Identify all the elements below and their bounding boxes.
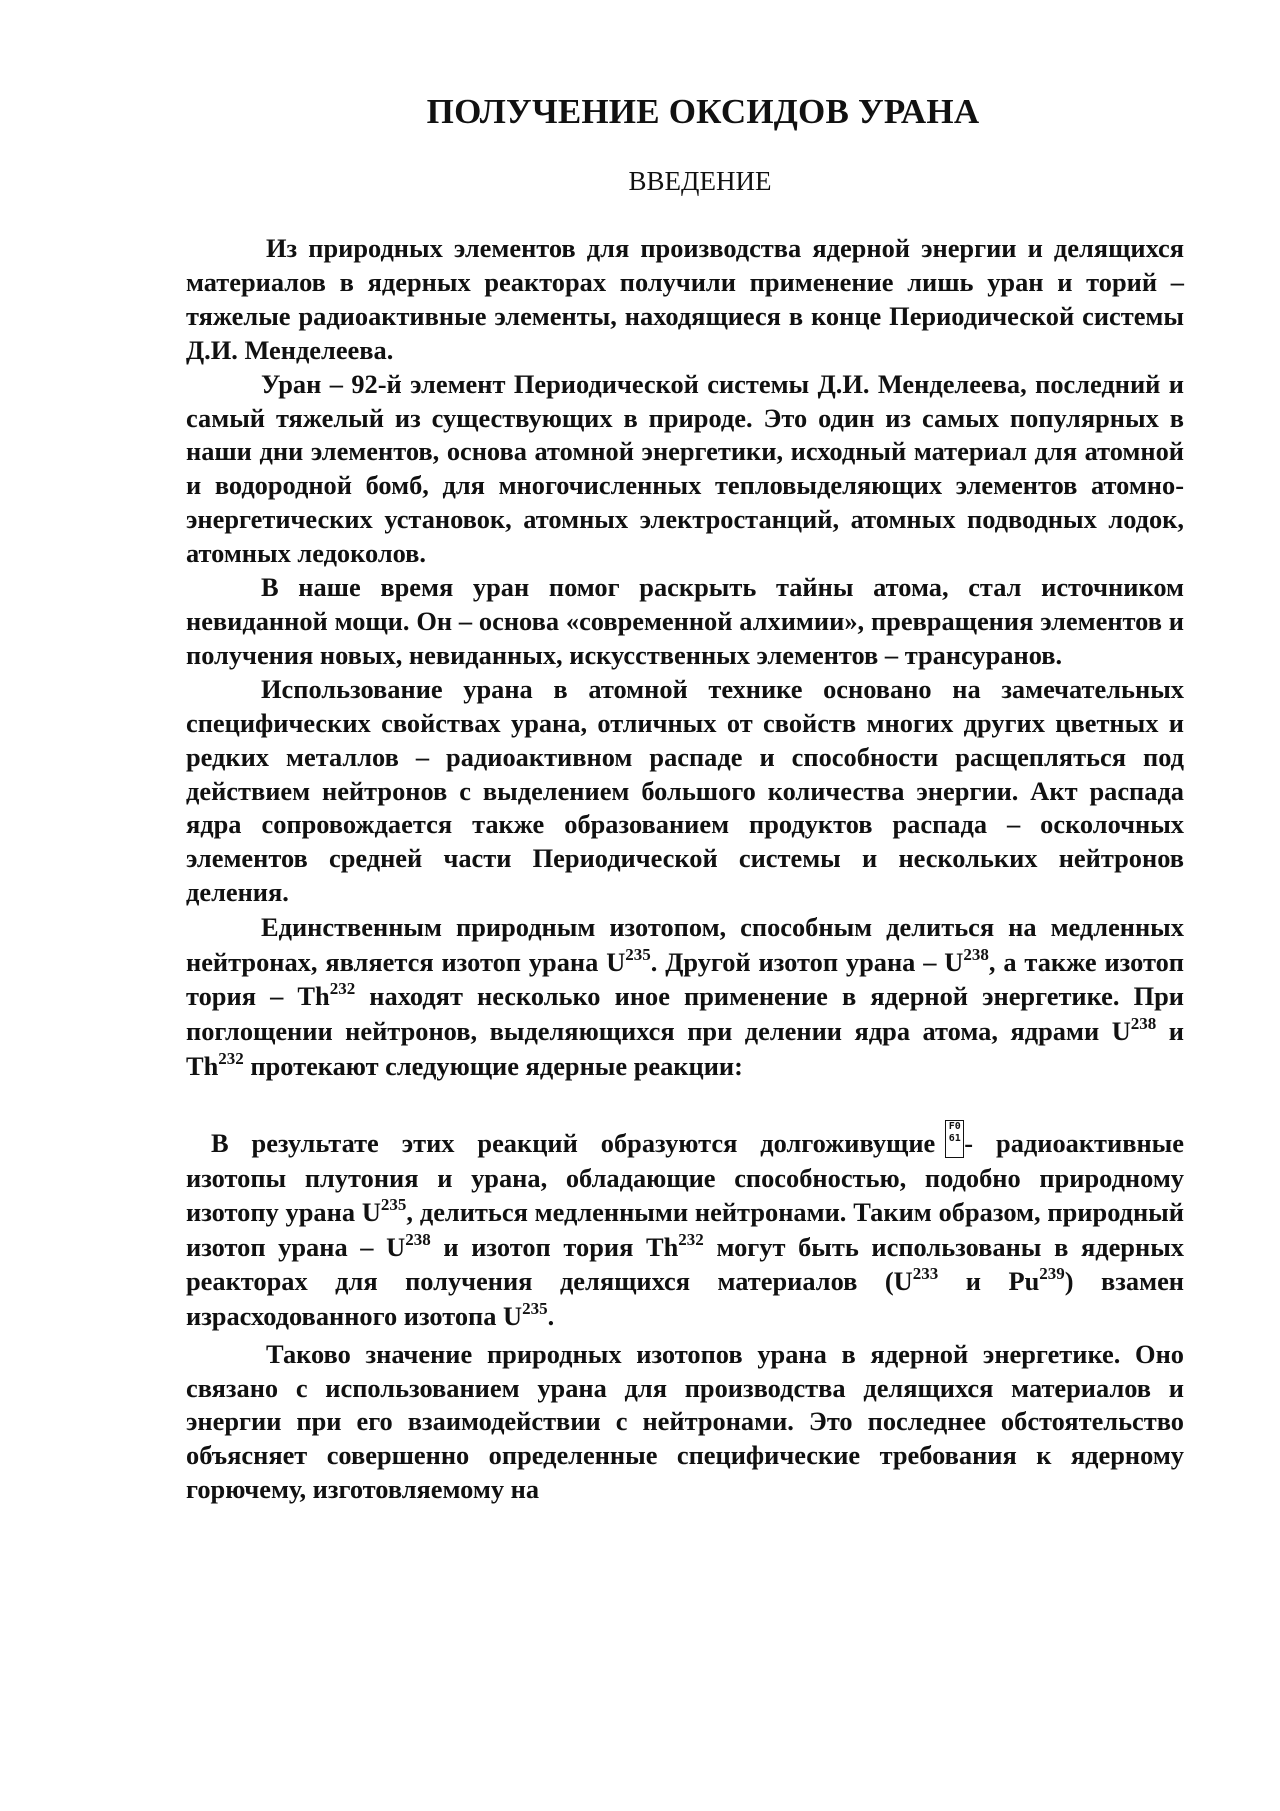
text-run: , а также изотоп тория – Th xyxy=(186,946,1184,1012)
text-run: и Pu xyxy=(938,1266,1040,1297)
text-run: находят несколько иное применение в ядерной энергетике. При поглощении нейтронов, выделяющихся при делении ядра атома, ядрами U xyxy=(186,981,1184,1046)
superscript: 232 xyxy=(329,979,356,999)
paragraph-reactions-result xyxy=(186,1120,1184,1334)
superscript: 239 xyxy=(1039,1264,1065,1284)
text-run: и Th xyxy=(186,1015,1184,1081)
text-run: Единственным природным изотопом, способным делиться на медленных нейтронах, является изотоп урана U xyxy=(186,912,1184,977)
superscript: 235 xyxy=(380,1195,407,1215)
text-run: и изотоп тория Th xyxy=(430,1231,679,1262)
paragraph-significance: Таково значение природных изотопов урана в ядерной энергетике. Оно связано с использованием урана для производства делящихся материалов и энергии при его взаимодействии с нейтронами. Это последнее обстоятельство объясняет совершенно определенные специфические требования к ядерному горючему, изготовляемому на xyxy=(186,1338,1184,1505)
superscript: 235 xyxy=(625,944,651,964)
text-run: В результате этих реакций образуются долгоживущие xyxy=(211,1128,936,1159)
paragraph-uranium: Уран – 92-й элемент Периодической системы Д.И. Менделеева, последний и самый тяжелый из существующих в природе. Это один из самых популярных в наши дни элементов, основа атомной энергетики, исходный материал для атомной и водородной бомб, для многочисленных тепловыделяющих элементов атомно-энергетических установок, атомных электростанций, атомных подводных лодок, атомных ледоколов. xyxy=(186,368,1184,569)
superscript: 233 xyxy=(912,1264,939,1284)
dash-mark: - xyxy=(964,1128,974,1159)
superscript: 232 xyxy=(678,1229,704,1249)
text-run: протекают следующие ядерные реакции: xyxy=(243,1050,743,1081)
unicode-placeholder-box xyxy=(945,1120,964,1158)
paragraph-isotopes xyxy=(186,910,1184,1083)
text-run: . xyxy=(547,1301,555,1332)
superscript: 238 xyxy=(1130,1013,1157,1033)
paragraph-modern-role: В наше время уран помог раскрыть тайны атома, стал источником невиданной мощи. Он – основа «современной алхимии», превращения элементов и получения новых, невиданных, искусственных элементов – трансуранов. xyxy=(186,572,1184,670)
paragraph-intro: Из природных элементов для производства ядерной энергии и делящихся материалов в ядерных реакторах получили применение лишь уран и торий – тяжелые радиоактивные элементы, находящиеся в конце Периодической системы Д.И. Менделеева. xyxy=(186,233,1184,365)
paragraph-properties: Использование урана в атомной технике основано на замечательных специфических свойствах урана, отличных от свойств многих других цветных и редких металлов – радиоактивном распаде и способности расщепляться под действием нейтронов с выделением большого количества энергии. Акт распада ядра сопровождается также образованием продуктов распада – осколочных элементов средней части Периодической системы и нескольких нейтронов деления. xyxy=(186,673,1184,908)
text-run: ) взамен израсходованного изотопа U xyxy=(186,1266,1185,1332)
superscript: 235 xyxy=(522,1299,548,1319)
text-run: , делиться медленными нейтронами. Таким образом, природный изотоп урана – U xyxy=(186,1197,1184,1262)
section-heading: ВВЕДЕНИЕ xyxy=(628,166,772,196)
document-body xyxy=(186,232,1184,1507)
placeholder-glyph-bottom: 61 xyxy=(948,1133,961,1145)
text-run: могут быть использованы в ядерных реакторах для получения делящихся материалов (U xyxy=(186,1231,1184,1297)
superscript: 238 xyxy=(963,944,989,964)
page-title: ПОЛУЧЕНИЕ ОКСИДОВ УРАНА xyxy=(426,92,980,131)
missing-formula-space xyxy=(186,1083,1184,1120)
superscript: 232 xyxy=(218,1048,244,1068)
text-run: радиоактивные изотопы плутония и урана, обладающие способностью, подобно природному изотопу урана U xyxy=(186,1128,1184,1228)
text-run: . Другой изотоп урана – U xyxy=(650,946,964,977)
placeholder-glyph-top: F0 xyxy=(948,1121,961,1133)
superscript: 238 xyxy=(405,1229,431,1249)
